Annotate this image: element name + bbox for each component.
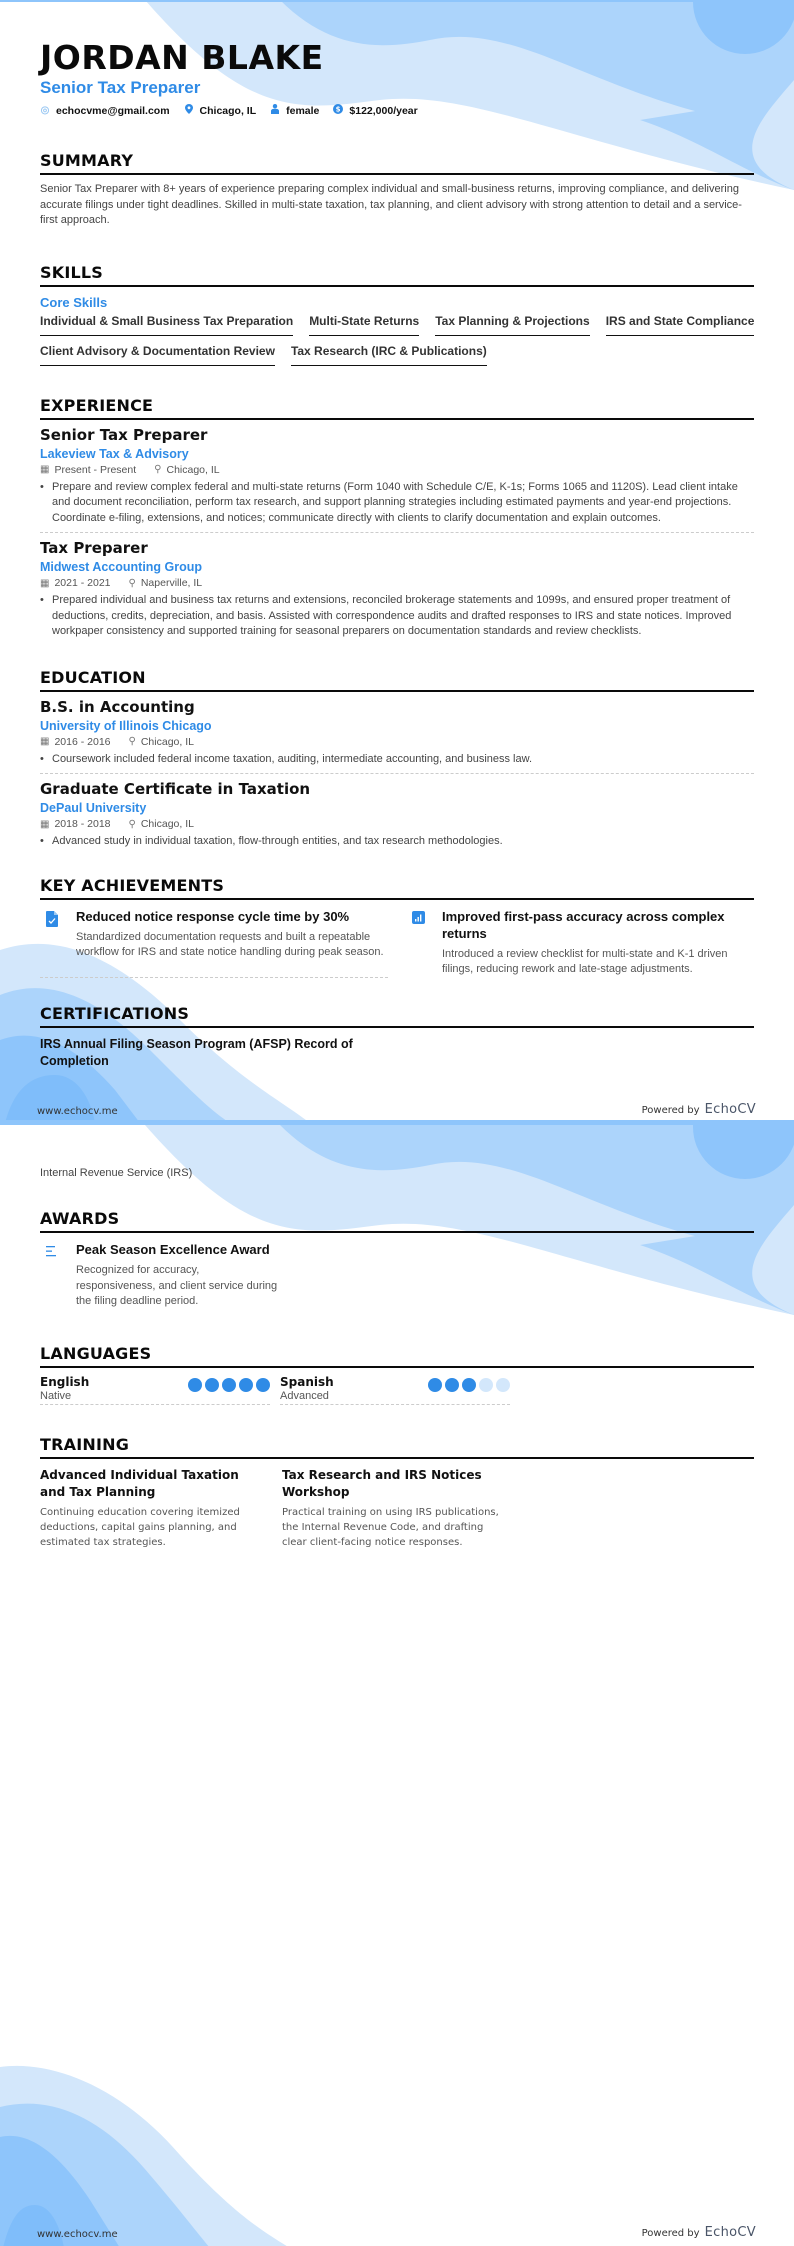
footer-powered-by[interactable]	[642, 1098, 756, 1117]
location-pin-icon	[184, 104, 194, 117]
achievement-item	[40, 908, 388, 978]
skills-section	[40, 263, 754, 366]
language-item	[280, 1375, 510, 1405]
language-name: Spanish	[280, 1374, 334, 1389]
rating-dot-filled	[445, 1378, 459, 1392]
skill-item: Tax Planning & Projections	[435, 314, 589, 336]
language-level: Native	[40, 1389, 72, 1402]
achievement-desc: Introduced a review checklist for multi-state and K-1 driven filings, reducing rework and late-stage adjustments.	[442, 947, 728, 975]
training-item	[282, 1467, 504, 1550]
contact-salary	[333, 104, 417, 117]
contact-gender	[270, 104, 319, 117]
achievement-desc: Standardized documentation requests and built a repeatable workflow for IRS and state notice handling during peak season.	[76, 930, 384, 958]
achievement-title: Reduced notice response cycle time by 30%	[76, 908, 350, 924]
contact-email[interactable]	[40, 105, 170, 117]
education-heading: EDUCATION	[40, 668, 754, 692]
school-name: DePaul University	[40, 801, 147, 815]
powered-by-label: Powered by	[641, 1105, 700, 1116]
languages-section	[40, 1344, 754, 1405]
resume-page-2	[0, 1123, 794, 2246]
training-item	[40, 1467, 262, 1550]
languages-heading: LANGUAGES	[40, 1344, 754, 1368]
education-bullet: • Coursework included federal income taxation, auditing, intermediate accounting, and business law.	[40, 752, 754, 768]
training-heading: TRAINING	[40, 1435, 754, 1459]
brand-name: EchoCV	[704, 2225, 756, 2240]
certifications-heading: CERTIFICATIONS	[40, 1004, 754, 1028]
job-title: Senior Tax Preparer	[40, 425, 208, 444]
page-1-footer	[37, 1098, 756, 1117]
brand-name: EchoCV	[704, 1102, 756, 1117]
location-pin-icon: ⚲	[128, 818, 136, 830]
job-bullet: • Prepare and review complex federal and multi-state returns (Form 1040 with Schedule C/E, K-1s; Forms 1065 and 1120S). Lead client intake and document reconciliation, perform tax research, and support planning strategies including estimated payments and year-end projections. Coordinate e-filing, extensions, and notices; communicate directly with clients to clarify documentation and explain outcomes.	[40, 480, 754, 527]
company-name: Midwest Accounting Group	[40, 560, 203, 574]
location-pin-icon: ⚲	[128, 577, 136, 589]
job-dates: 2021 - 2021	[54, 577, 111, 589]
job-meta	[40, 464, 754, 476]
page-2-content	[40, 1125, 754, 1550]
bullet-text: Coursework included federal income taxation, auditing, intermediate accounting, and business law.	[52, 752, 533, 765]
job-bullet: • Prepared individual and business tax returns and extensions, reconciled brokerage statements and 1099s, and ensured proper treatment of deductions, credits, depreciation, and basis. Assisted with correspondence audits and drafted responses to IRS and state notices. Improved workpaper consistency and supported training for seasonal preparers on documentation standards and review checklists.	[40, 593, 754, 640]
skill-item: IRS and State Compliance	[606, 314, 755, 336]
certifications-section	[40, 1004, 754, 1070]
achievements-section	[40, 876, 754, 978]
languages-list	[40, 1375, 754, 1405]
calendar-icon: ▦	[40, 577, 50, 589]
job-location: Naperville, IL	[140, 577, 203, 589]
rating-dot-filled	[188, 1378, 202, 1392]
training-title: Advanced Individual Taxation and Tax Planning	[40, 1467, 239, 1499]
rating-dot-empty	[479, 1378, 493, 1392]
gender-text: female	[286, 104, 320, 117]
skills-list	[40, 314, 760, 366]
page-2-footer	[37, 2221, 756, 2240]
bar-chart-icon	[406, 908, 428, 978]
svg-text:$: $	[335, 105, 341, 114]
location-text: Chicago, IL	[199, 104, 257, 117]
training-desc: Practical training on using IRS publications, the Internal Revenue Code, and drafting clear client-facing notice responses.	[282, 1506, 499, 1548]
skill-category: Core Skills	[40, 294, 108, 310]
job-title: Tax Preparer	[40, 539, 148, 557]
experience-section	[40, 396, 754, 646]
job-dates: Present - Present	[54, 463, 137, 476]
summary-heading: SUMMARY	[40, 151, 754, 175]
certification-issuer: Internal Revenue Service (IRS)	[40, 1167, 193, 1179]
achievement-title: Improved first-pass accuracy across complex returns	[442, 908, 725, 941]
candidate-name: JORDAN BLAKE	[40, 38, 324, 77]
training-section	[40, 1435, 754, 1550]
skills-heading: SKILLS	[40, 263, 754, 287]
summary-text: Senior Tax Preparer with 8+ years of experience preparing complex individual and small-business returns, improving compliance, and delivering accurate filings under tight deadlines. Skilled in multi-state taxation, tax planning, and client advisory with strong attention to detail and a service-first approach.	[40, 183, 742, 226]
contact-location	[184, 104, 257, 117]
education-section	[40, 668, 754, 856]
bullet-text: Prepare and review complex federal and multi-state returns (Form 1040 with Schedule C/E, K-1s; Forms 1065 and 1120S). Lead client intake and document reconciliation, perform tax research, and support planning strategies including estimated payments and year-end projections. Coordinate e-filing, extensions, and notices; communicate directly with clients to clarify documentation and explain outcomes.	[52, 480, 738, 524]
certification-title: IRS Annual Filing Season Program (AFSP) Record of Completion	[40, 1036, 353, 1068]
calendar-icon: ▦	[40, 464, 50, 475]
email-text: echocvme@gmail.com	[56, 104, 170, 117]
language-name: English	[40, 1374, 90, 1389]
skill-item: Multi-State Returns	[309, 314, 419, 336]
page-1-content	[40, 0, 754, 1070]
rating-dot-empty	[496, 1378, 510, 1392]
rating-dot-filled	[205, 1378, 219, 1392]
location-pin-icon: ⚲	[128, 736, 136, 747]
language-rating	[428, 1375, 510, 1402]
experience-entry	[40, 426, 754, 533]
rating-dot-filled	[239, 1378, 253, 1392]
training-desc: Continuing education covering itemized deductions, capital gains planning, and estimated tax strategies.	[40, 1506, 240, 1548]
education-dates: 2018 - 2018	[54, 818, 111, 830]
degree-title: B.S. in Accounting	[40, 697, 195, 716]
language-level: Advanced	[280, 1389, 329, 1402]
powered-by-label: Powered by	[641, 2228, 700, 2239]
document-check-icon	[40, 908, 62, 971]
list-icon	[40, 1241, 62, 1310]
skill-item: Client Advisory & Documentation Review	[40, 344, 275, 366]
rating-dot-filled	[256, 1378, 270, 1392]
calendar-icon: ▦	[40, 818, 50, 830]
education-dates: 2016 - 2016	[54, 735, 111, 748]
language-rating	[188, 1375, 270, 1402]
skill-item: Individual & Small Business Tax Preparation	[40, 314, 293, 336]
education-meta	[40, 818, 754, 830]
education-meta	[40, 736, 754, 748]
training-grid	[40, 1467, 754, 1550]
degree-title: Graduate Certificate in Taxation	[40, 780, 311, 798]
company-name: Lakeview Tax & Advisory	[40, 446, 189, 461]
footer-powered-by[interactable]	[642, 2221, 756, 2240]
award-desc: Recognized for accuracy, responsiveness, and client service during the filing deadline period.	[76, 1264, 278, 1307]
education-bullet: • Advanced study in individual taxation, flow-through entities, and tax research methodologies.	[40, 834, 754, 850]
award-item	[40, 1241, 280, 1310]
footer-site-link[interactable]: www.echocv.me	[37, 1106, 118, 1117]
training-title: Tax Research and IRS Notices Workshop	[282, 1467, 482, 1499]
education-location: Chicago, IL	[140, 818, 194, 830]
education-entry	[40, 698, 754, 774]
at-icon: ◎	[40, 105, 50, 116]
education-entry	[40, 773, 754, 856]
experience-entry	[40, 532, 754, 646]
award-title: Peak Season Excellence Award	[76, 1242, 270, 1257]
bullet-text: Prepared individual and business tax returns and extensions, reconciled brokerage statements and 1099s, and ensured proper treatment of deductions, credits, depreciation, and basis. Assisted with correspondence audits and drafted responses to IRS and state notices. Improved workpaper consistency and supported training for seasonal preparers on documentation standards and review checklists.	[52, 594, 732, 637]
awards-heading: AWARDS	[40, 1209, 754, 1233]
achievement-item	[406, 908, 754, 978]
job-location: Chicago, IL	[166, 463, 220, 476]
salary-text: $122,000/year	[349, 104, 418, 117]
rating-dot-filled	[462, 1378, 476, 1392]
rating-dot-filled	[428, 1378, 442, 1392]
education-location: Chicago, IL	[140, 735, 194, 748]
school-name: University of Illinois Chicago	[40, 718, 212, 733]
experience-heading: EXPERIENCE	[40, 396, 754, 420]
skill-item: Tax Research (IRC & Publications)	[291, 344, 487, 366]
person-icon	[270, 104, 280, 117]
bullet-text: Advanced study in individual taxation, flow-through entities, and tax research methodologies.	[52, 835, 503, 847]
achievements-heading: KEY ACHIEVEMENTS	[40, 876, 754, 900]
footer-site-link[interactable]: www.echocv.me	[37, 2229, 118, 2240]
dollar-icon	[333, 104, 343, 117]
language-item	[40, 1375, 270, 1405]
achievements-grid	[40, 908, 754, 978]
contact-row	[40, 104, 754, 117]
rating-dot-filled	[222, 1378, 236, 1392]
job-meta	[40, 577, 754, 589]
summary-section	[40, 151, 754, 229]
location-pin-icon: ⚲	[154, 464, 162, 475]
calendar-icon: ▦	[40, 736, 50, 747]
candidate-title: Senior Tax Preparer	[40, 78, 201, 97]
awards-section	[40, 1209, 754, 1310]
